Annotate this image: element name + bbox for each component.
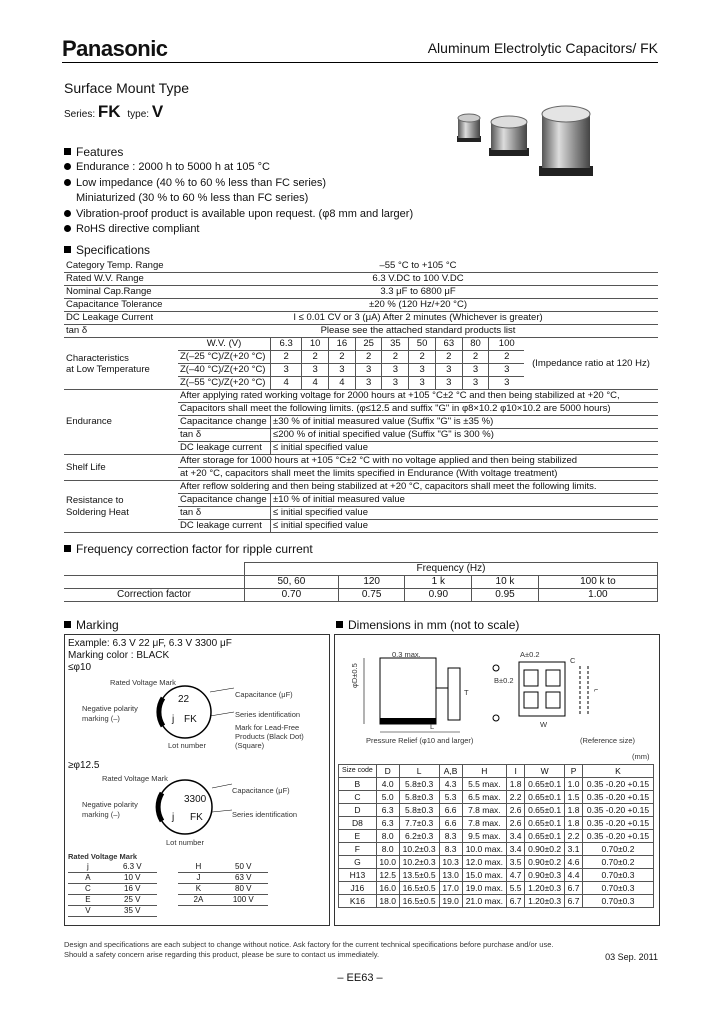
dimensions-cell: 10.3: [439, 856, 462, 869]
dimensions-cell: 4.7: [507, 869, 525, 882]
dimensions-cell: 3.1: [565, 843, 583, 856]
lot-number-label-2: Lot number: [166, 838, 204, 847]
product-photo: [445, 100, 595, 185]
dimensions-cell: 12.0 max.: [462, 856, 507, 869]
dimensions-cell: 16.5±0.5: [399, 882, 439, 895]
feature-item: Endurance : 2000 h to 5000 h at 105 °C: [64, 160, 413, 176]
dimensions-cell: 10.0: [376, 856, 399, 869]
series-id-label: Series identification: [235, 710, 301, 719]
dimensions-cell: 0.65±0.1: [525, 791, 565, 804]
dimensions-cell: 10.0 max.: [462, 843, 507, 856]
dimensions-cell: 6.5 max.: [462, 791, 507, 804]
marking-heading: Marking: [64, 618, 119, 632]
marking-j: j: [172, 714, 175, 725]
neg-polarity-label-2: Negative polarity: [82, 800, 138, 809]
series-value: FK: [97, 102, 121, 121]
dimensions-cell: 9.5 max.: [462, 830, 507, 843]
dimensions-cell: 2.6: [507, 817, 525, 830]
dimensions-cell: 7.8 max.: [462, 817, 507, 830]
marking-cap-value-2: 3300: [184, 794, 207, 805]
endurance-row: Capacitors shall meet the following limits. (φ≤12.5 and suffix "G" in φ8×10.2 φ10×10.2 are 5000 hours): [64, 403, 658, 416]
small-capacitor-image: [457, 114, 481, 142]
dimensions-cell: 1.8: [507, 778, 525, 791]
dimensions-cell: 6.3: [376, 817, 399, 830]
dimensions-cell: 0.70±0.3: [582, 869, 653, 882]
dimensions-cell: 3.5: [507, 856, 525, 869]
dimensions-cell: 12.5: [376, 869, 399, 882]
dimensions-header-row: Size code D L A,B H I W P K: [339, 765, 654, 778]
spec-row: Category Temp. Range –55 °C to +105 °C: [64, 260, 658, 273]
marking-j-2: j: [172, 812, 175, 823]
pressure-relief-label: Pressure Relief (φ10 and larger): [366, 736, 474, 745]
frequency-header: Frequency (Hz): [245, 563, 658, 576]
marking-diagram-large: [150, 776, 240, 838]
spec-row: Nominal Cap.Range 3.3 μF to 6800 μF: [64, 286, 658, 299]
dimensions-cell: 15.0 max.: [462, 869, 507, 882]
square-bullet-icon: [64, 148, 71, 155]
dimensions-cell: 6.7: [565, 895, 583, 908]
dimensions-cell: 5.8±0.3: [399, 778, 439, 791]
label-max: 0.3 max.: [392, 650, 421, 659]
frequency-heading: Frequency correction factor for ripple current: [64, 542, 313, 556]
feature-item: Miniaturized (30 % to 60 % less than FC series): [76, 192, 309, 204]
rated-voltage-mark-label: Rated Voltage Mark: [110, 678, 176, 687]
page-number: – EE63 –: [337, 972, 383, 984]
dimensions-cell: 0.65±0.1: [525, 778, 565, 791]
dimensions-cell: 1.8: [565, 817, 583, 830]
endurance-row: DC leakage current ≤ initial specified value: [64, 442, 658, 455]
dimensions-cell: 6.7: [507, 895, 525, 908]
dimensions-cell: 18.0: [376, 895, 399, 908]
dimensions-cell: 6.3: [376, 804, 399, 817]
neg-polarity-label: Negative polarity: [82, 704, 138, 713]
dimensions-cell: 1.5: [565, 791, 583, 804]
dimensions-cell: 2.2: [507, 791, 525, 804]
soldering-row: tan δ ≤ initial specified value: [64, 507, 658, 520]
label-b: B±0.2: [494, 676, 514, 685]
bullet-icon: [64, 163, 71, 170]
dimensions-cell: 6.2±0.3: [399, 830, 439, 843]
type-label: type:: [127, 109, 150, 120]
dimensions-cell: 21.0 max.: [462, 895, 507, 908]
dimensions-heading: Dimensions in mm (not to scale): [336, 618, 519, 632]
label-d: φD±0.5: [350, 663, 359, 688]
marking-example: Example: 6.3 V 22 μF, 6.3 V 3300 μF: [68, 638, 232, 649]
header-divider: [62, 62, 658, 63]
dimensions-cell: 0.70±0.3: [582, 895, 653, 908]
brand-logo: Panasonic: [62, 36, 168, 61]
dimensions-row: [339, 804, 654, 817]
lot-number-label: Lot number: [168, 741, 206, 750]
leadfree-label-3: (Square): [235, 741, 265, 750]
soldering-row: Capacitance change ±10 % of initial measured value: [64, 494, 658, 507]
dimensions-cell: 6.7: [565, 882, 583, 895]
dimensions-cell: 0.35 -0.20 +0.15: [582, 791, 653, 804]
spec-row: tan δ Please see the attached standard products list: [64, 325, 658, 338]
shelf-life-row: at +20 °C, capacitors shall meet the limits specified in Endurance (With voltage treatment): [64, 468, 658, 481]
dimensions-cell: C: [339, 791, 377, 804]
endurance-row: tan δ ≤200 % of initial specified value (Suffix "G" is 300 %): [64, 429, 658, 442]
low-temp-row: Z(–25 °C)/Z(+20 °C) 2 2 2 2 2 2 2 2 2: [64, 351, 658, 364]
dimensions-cell: 2.2: [565, 830, 583, 843]
dimensions-cell: 1.20±0.3: [525, 895, 565, 908]
soldering-row: DC leakage current ≤ initial specified value: [64, 520, 658, 533]
dimensions-cell: 0.35 -0.20 +0.15: [582, 830, 653, 843]
low-temp-row: Z(–40 °C)/Z(+20 °C) 3 3 3 3 3 3 3 3 3: [64, 364, 658, 377]
dimensions-cell: 16.0: [376, 882, 399, 895]
marking-diagram-small: [150, 682, 240, 744]
voltage-row: V 35 V: [68, 906, 268, 917]
dimensions-cell: 1.8: [565, 804, 583, 817]
product-type-line: Surface Mount Type: [64, 80, 190, 96]
neg-marking-label: marking (–): [82, 714, 120, 723]
dimensions-row: [339, 882, 654, 895]
dimensions-cell: 0.90±0.2: [525, 856, 565, 869]
dimensions-cell: 8.3: [439, 830, 462, 843]
dimensions-cell: E: [339, 830, 377, 843]
low-temp-header-row: Characteristics at Low Temperature W.V. (V) 6.3 10 16 25 35 50 63 80 100 (Impedance ratio at 120 Hz): [64, 338, 658, 351]
bullet-icon: [64, 225, 71, 232]
dimensions-cell: D: [339, 804, 377, 817]
label-a: A±0.2: [520, 650, 540, 659]
series-id-label-2: Series identification: [232, 810, 298, 819]
dimensions-cell: 8.3: [439, 843, 462, 856]
dimensions-cell: 16.5±0.5: [399, 895, 439, 908]
label-c: C: [570, 656, 576, 665]
dimensions-cell: 0.65±0.1: [525, 817, 565, 830]
dimensions-row: [339, 843, 654, 856]
dimensions-cell: H13: [339, 869, 377, 882]
spec-row: Rated W.V. Range 6.3 V.DC to 100 V.DC: [64, 273, 658, 286]
dimensions-cell: 0.70±0.3: [582, 882, 653, 895]
dimensions-cell: 0.90±0.3: [525, 869, 565, 882]
dimensions-cell: G: [339, 856, 377, 869]
spec-row: Capacitance Tolerance ±20 % (120 Hz/+20 °C): [64, 299, 658, 312]
dimensions-cell: 4.6: [565, 856, 583, 869]
dimensions-cell: B: [339, 778, 377, 791]
dimensions-cell: 5.8±0.3: [399, 791, 439, 804]
dimensions-cell: 6.6: [439, 817, 462, 830]
voltage-row: A 10 V J 63 V: [68, 873, 268, 884]
dimensions-cell: 13.5±0.5: [399, 869, 439, 882]
dimensions-cell: 17.0: [439, 882, 462, 895]
medium-capacitor-image: [489, 116, 529, 156]
dimensions-cell: 1.20±0.3: [525, 882, 565, 895]
reference-size-label: (Reference size): [580, 736, 636, 745]
type-value: V: [151, 102, 164, 121]
dimensions-cell: 19.0 max.: [462, 882, 507, 895]
endurance-row: Capacitance change ±30 % of initial measured value (Suffix "G" is ±35 %): [64, 416, 658, 429]
dimensions-row: [339, 856, 654, 869]
marking-fk-2: FK: [190, 812, 203, 823]
specifications-heading: Specifications: [64, 243, 150, 257]
footer-note: Design and specifications are each subject to change without notice. Ask factory for the current technical specifications before purchase and/or use. Should a safety concern arise regarding this product, please be sure to contact us immediately.: [64, 940, 554, 959]
square-bullet-icon: [64, 246, 71, 253]
dimensions-drawing: [344, 648, 650, 744]
neg-marking-label-2: marking (–): [82, 810, 120, 819]
dimensions-cell: D8: [339, 817, 377, 830]
dimensions-cell: F: [339, 843, 377, 856]
unit-label: (mm): [632, 752, 650, 761]
low-temp-row: Z(–55 °C)/Z(+20 °C) 4 4 4 3 3 3 3 3 3: [64, 377, 658, 390]
bullet-icon: [64, 179, 71, 186]
dimensions-cell: J16: [339, 882, 377, 895]
features-list: [64, 160, 413, 238]
marking-fk: FK: [184, 714, 197, 725]
dimensions-row: [339, 817, 654, 830]
dimensions-cell: 0.65±0.1: [525, 830, 565, 843]
dimensions-row: [339, 830, 654, 843]
dimensions-cell: 0.70±0.2: [582, 856, 653, 869]
label-w: W: [540, 720, 548, 729]
document-title: Aluminum Electrolytic Capacitors/ FK: [427, 40, 658, 56]
endurance-row: Endurance After applying rated working voltage for 2000 hours at +105 °C±2 °C and then being stabilized at +20 °C,: [64, 390, 658, 403]
dimensions-cell: 0.35 -0.20 +0.15: [582, 778, 653, 791]
dimensions-cell: 4.0: [376, 778, 399, 791]
dimensions-cell: 8.0: [376, 830, 399, 843]
dimensions-cell: 4.3: [439, 778, 462, 791]
large-capacitor-image: [539, 106, 593, 176]
marking-color: Marking color : BLACK: [68, 650, 170, 661]
dimensions-cell: 8.0: [376, 843, 399, 856]
size-large-label: ≥φ12.5: [68, 760, 100, 771]
voltage-row: j 6.3 V H 50 V: [68, 862, 268, 873]
dimensions-cell: 0.65±0.1: [525, 804, 565, 817]
feature-item: Vibration-proof product is available upon request. (φ8 mm and larger): [64, 207, 413, 223]
capacitance-label: Capacitance (μF): [235, 690, 293, 699]
dimensions-cell: 0.90±0.2: [525, 843, 565, 856]
bullet-icon: [64, 210, 71, 217]
size-small-label: ≤φ10: [68, 662, 92, 673]
square-bullet-icon: [336, 621, 343, 628]
dimensions-row: [339, 778, 654, 791]
voltage-row: C 16 V K 80 V: [68, 884, 268, 895]
feature-item: Low impedance (40 % to 60 % less than FC series): [64, 176, 413, 192]
dimensions-cell: 5.5: [507, 882, 525, 895]
dimensions-cell: 2.6: [507, 804, 525, 817]
dimensions-cell: 13.0: [439, 869, 462, 882]
dimensions-cell: 3.4: [507, 843, 525, 856]
soldering-row: Resistance to Soldering Heat After reflow soldering and then being stabilized at +20 °C, capacitors shall meet the following limits.: [64, 481, 658, 494]
features-heading: Features: [64, 145, 123, 159]
footer-date: 03 Sep. 2011: [605, 952, 658, 962]
dimensions-cell: K16: [339, 895, 377, 908]
square-bullet-icon: [64, 545, 71, 552]
feature-item: RoHS directive compliant: [64, 222, 413, 238]
voltage-row: E 25 V 2A 100 V: [68, 895, 268, 906]
dimensions-cell: 10.2±0.3: [399, 856, 439, 869]
dimensions-cell: 1.0: [565, 778, 583, 791]
series-line: [64, 102, 163, 122]
dimensions-cell: 0.35 -0.20 +0.15: [582, 817, 653, 830]
dimensions-cell: 5.5 max.: [462, 778, 507, 791]
dimensions-cell: 5.3: [439, 791, 462, 804]
dimensions-cell: 19.0: [439, 895, 462, 908]
svg-text:⌐: ⌐: [594, 687, 599, 694]
dimensions-cell: 0.70±0.2: [582, 843, 653, 856]
series-label: Series:: [64, 109, 96, 120]
rated-voltage-mark-label-2: Rated Voltage Mark: [102, 774, 168, 783]
dimensions-cell: 0.35 -0.20 +0.15: [582, 804, 653, 817]
voltage-table-title: Rated Voltage Mark: [68, 852, 138, 861]
capacitance-label-2: Capacitance (μF): [232, 786, 290, 795]
dimensions-cell: 7.8 max.: [462, 804, 507, 817]
leadfree-label-1: Mark for Lead-Free: [235, 723, 300, 732]
label-t: T: [464, 688, 469, 697]
dimensions-row: [339, 895, 654, 908]
dimensions-cell: 5.8±0.3: [399, 804, 439, 817]
leadfree-label-2: Products (Black Dot): [235, 732, 304, 741]
dimensions-cell: 4.4: [565, 869, 583, 882]
spec-row: DC Leakage Current I ≤ 0.01 CV or 3 (μA) After 2 minutes (Whichever is greater): [64, 312, 658, 325]
dimensions-row: [339, 791, 654, 804]
dimensions-cell: 5.0: [376, 791, 399, 804]
dimensions-table: [338, 764, 654, 908]
square-bullet-icon: [64, 621, 71, 628]
frequency-table: Frequency (Hz) 50, 60 120 1 k 10 k 100 k to Correction factor 0.70 0.75 0.90 0.95 1.00: [64, 562, 658, 602]
dimensions-row: [339, 869, 654, 882]
dimensions-cell: 10.2±0.3: [399, 843, 439, 856]
shelf-life-row: Shelf Life After storage for 1000 hours at +105 °C±2 °C with no voltage applied and then being stabilized: [64, 455, 658, 468]
dimensions-cell: 3.4: [507, 830, 525, 843]
marking-cap-value: 22: [178, 694, 190, 705]
dimensions-cell: 6.6: [439, 804, 462, 817]
voltage-mark-table: [68, 862, 268, 917]
specifications-table: [64, 260, 658, 533]
dimensions-cell: 7.7±0.3: [399, 817, 439, 830]
label-l: L: [430, 722, 435, 731]
